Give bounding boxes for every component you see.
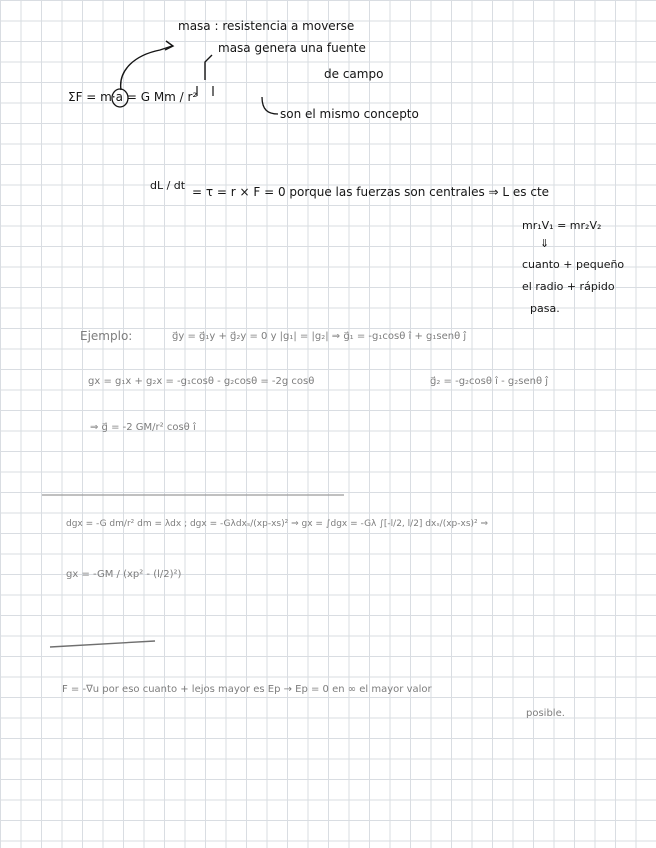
angular-note-line3: pasa. xyxy=(530,302,560,315)
angular-momentum-equation: mr₁V₁ = mr₂V₂ xyxy=(522,219,602,232)
angular-note-line1: cuanto + pequeño xyxy=(522,258,625,271)
example-equation-line1: g⃗y = g⃗₁y + g⃗₂y = 0 y |g₁| = |g₂| ⇒ g⃗₁ = -g₁cosθ î + g₁senθ ĵ xyxy=(172,331,467,342)
example-equation-line3: ⇒ g⃗ = -2 GM/r² cosθ î xyxy=(90,422,196,433)
integral-equation-line1: dgx = -G dm/r² dm = λdx ; dgx = -Gλdxₛ/(xp-xs)² ⇒ gx = ∫dgx = -Gλ ∫[-l/2, l/2] dxₛ/(xp-xs)² ⇒ xyxy=(66,519,489,529)
implies-arrow: ⇓ xyxy=(540,237,550,250)
torque-statement: = τ = r × F = 0 porque las fuerzas son centrales ⇒ L es cte xyxy=(192,185,550,199)
newton-gravitation-equation: ΣF = m·a = G Mm / r² xyxy=(68,90,198,104)
angular-note-line2: el radio + rápido xyxy=(522,280,615,293)
mass-resistance-annotation: masa : resistencia a moverse xyxy=(178,19,355,33)
mass-field-annotation-line1: masa genera una fuente xyxy=(218,41,366,55)
example-equation-line2a: gx = g₁x + g₂x = -g₁cosθ - g₂cosθ = -2g cosθ xyxy=(88,376,315,387)
example-equation-line2b: g⃗₂ = -g₂cosθ î - g₂senθ ĵ xyxy=(430,376,549,387)
potential-statement-line1: F = -∇u por eso cuanto + lejos mayor es Ep → Ep = 0 en ∞ el mayor valor xyxy=(62,684,432,695)
torque-derivative: dL / dt xyxy=(150,179,186,192)
mass-field-annotation-line2: de campo xyxy=(324,67,384,81)
integral-equation-line2: gx = -GM / (xp² - (l/2)²) xyxy=(66,569,182,580)
same-concept-annotation: son el mismo concepto xyxy=(280,107,419,121)
potential-statement-line2: posible. xyxy=(526,708,565,719)
example-label: Ejemplo: xyxy=(80,329,133,343)
